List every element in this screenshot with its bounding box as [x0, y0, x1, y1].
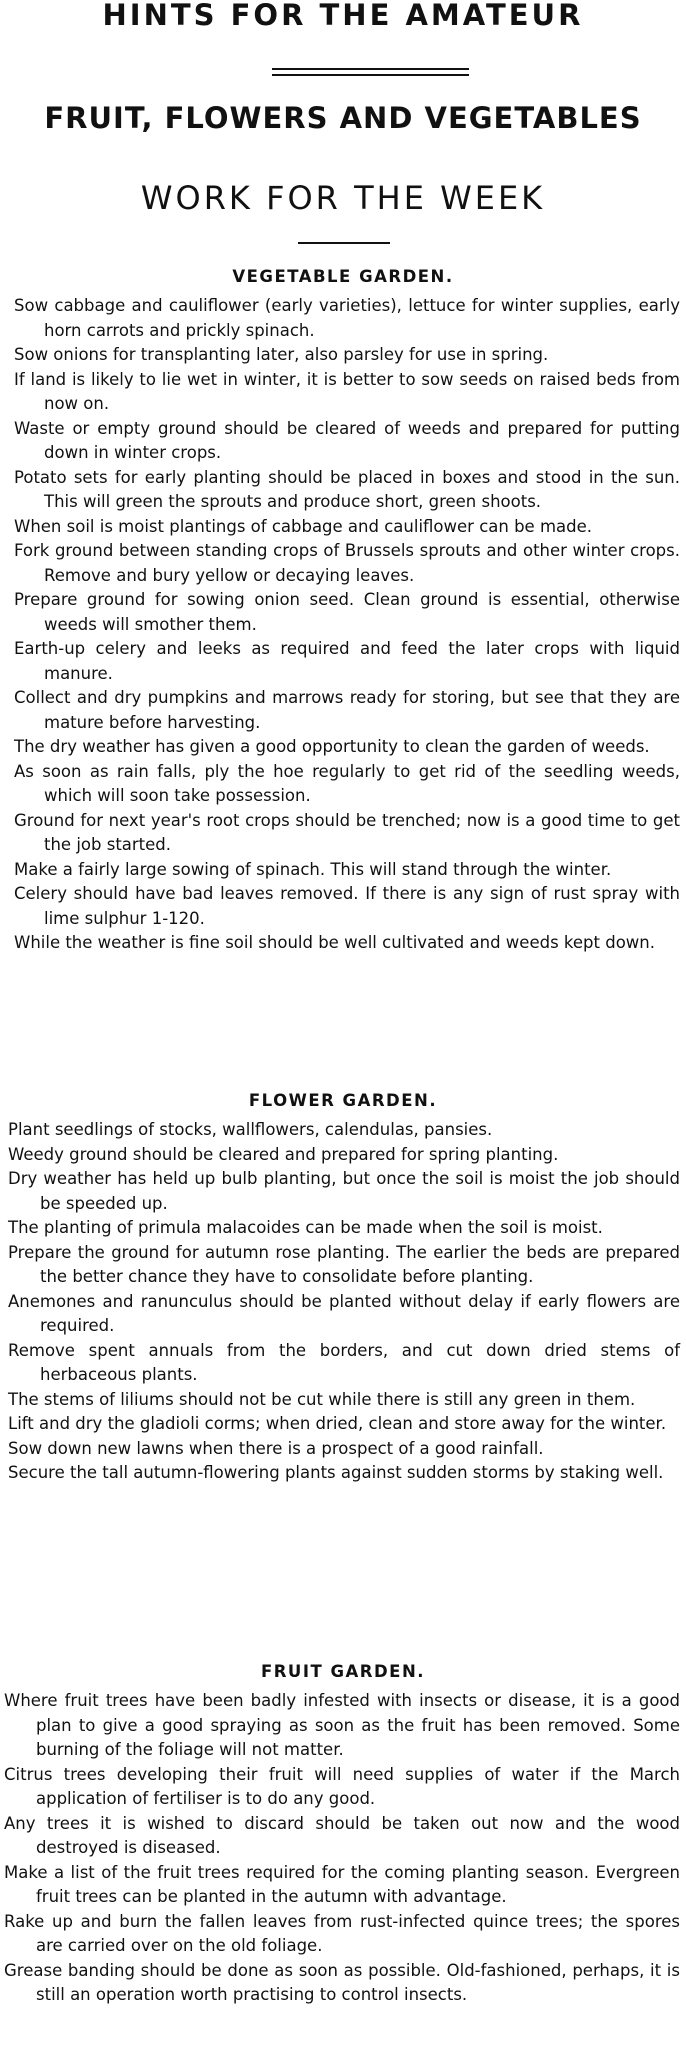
list-item: Collect and dry pumpkins and marrows ready for storing, but see that they are mature before harvesting. [14, 688, 680, 732]
list-item: Remove spent annuals from the borders, and cut down dried stems of herbaceous plants. [8, 1340, 680, 1384]
subtitle: FRUIT, FLOWERS AND VEGETABLES [44, 101, 642, 135]
list-item: As soon as rain falls, ply the hoe regularly to get rid of the seedling weeds, which will soon take possession. [14, 761, 680, 805]
list-item: Fork ground between standing crops of Brussels sprouts and other winter crops. Remove and bury yellow or decaying leaves. [14, 541, 680, 585]
section-heading: FRUIT GARDEN. [260, 1662, 426, 1681]
list-item: Citrus trees developing their fruit will need supplies of water if the March application of fertiliser is to do any good. [4, 1764, 680, 1808]
list-item: Dry weather has held up bulb planting, but once the soil is moist the job should be speeded up. [8, 1169, 680, 1213]
list-item: The stems of liliums should not be cut while there is still any green in them. [8, 1389, 636, 1409]
list-item: Any trees it is wished to discard should be taken out now and the wood destroyed is diseased. [4, 1813, 680, 1857]
list-item: Ground for next year's root crops should be trenched; now is a good time to get the job started. [14, 810, 680, 854]
list-item: Grease banding should be done as soon as possible. Old-fashioned, perhaps, it is still an operation worth practising to control insects. [4, 1960, 680, 2004]
vegetable-garden-section [0, 262, 686, 956]
list-item: Earth-up celery and leeks as required and feed the later crops with liquid manure. [14, 639, 680, 683]
section-heading: VEGETABLE GARDEN. [232, 267, 454, 286]
list-item: Rake up and burn the fallen leaves from rust-infected quince trees; the spores are carried over on the old foliage. [4, 1911, 680, 1955]
list-item: Sow onions for transplanting later, also parsley for use in spring. [14, 345, 549, 364]
list-item: Sow down new lawns when there is a prospect of a good rainfall. [8, 1438, 544, 1458]
list-item: Where fruit trees have been badly infested with insects or disease, it is a good plan to give a good spraying as soon as the fruit has been removed. Some burning of the foliage will not matter. [4, 1691, 680, 1759]
list-item: Sow cabbage and cauliflower (early varieties), lettuce for winter supplies, early horn carrots and prickly spinach. [14, 296, 680, 340]
list-item: The planting of primula malacoides can be made when the soil is moist. [8, 1218, 603, 1237]
list-item: While the weather is fine soil should be well cultivated and weeds kept down. [14, 933, 655, 952]
list-item: Celery should have bad leaves removed. If there is any sign of rust spray with lime sulphur 1-120. [14, 884, 680, 928]
main-title: HINTS FOR THE AMATEUR [102, 0, 584, 32]
short-divider [298, 242, 390, 244]
list-item: Potato sets for early planting should be placed in boxes and stood in the sun. This will green the sprouts and produce short, green shoots. [14, 467, 680, 511]
double-divider [272, 68, 469, 76]
list-item: Plant seedlings of stocks, wallflowers, calendulas, pansies. [8, 1120, 493, 1139]
work-title: WORK FOR THE WEEK [140, 179, 546, 217]
list-item: Make a list of the fruit trees required for the coming planting season. Evergreen fruit trees can be planted in the autumn with advantage. [4, 1862, 680, 1906]
list-item: Secure the tall autumn-flowering plants against sudden storms by staking well. [8, 1463, 664, 1482]
section-heading: FLOWER GARDEN. [248, 1091, 438, 1110]
list-item: Lift and dry the gladioli corms; when dried, clean and store away for the winter. [8, 1414, 667, 1433]
list-item: When soil is moist plantings of cabbage and cauliflower can be made. [14, 516, 592, 536]
list-item: The dry weather has given a good opportunity to clean the garden of weeds. [14, 737, 650, 756]
list-item: Weedy ground should be cleared and prepared for spring planting. [8, 1144, 559, 1164]
fruit-garden-section [0, 1657, 686, 2008]
list-item: Make a fairly large sowing of spinach. This will stand through the winter. [14, 859, 612, 879]
flower-garden-section [0, 1086, 686, 1486]
list-item: Prepare the ground for autumn rose planting. The earlier the beds are prepared the better chance they have to consolidate before planting. [8, 1242, 680, 1286]
list-item: Anemones and ranunculus should be planted without delay if early flowers are required. [8, 1291, 680, 1335]
list-item: Waste or empty ground should be cleared of weeds and prepared for putting down in winter crops. [14, 418, 680, 462]
list-item: Prepare ground for sowing onion seed. Clean ground is essential, otherwise weeds will smother them. [14, 590, 680, 634]
list-item: If land is likely to lie wet in winter, it is better to sow seeds on raised beds from now on. [14, 369, 680, 413]
